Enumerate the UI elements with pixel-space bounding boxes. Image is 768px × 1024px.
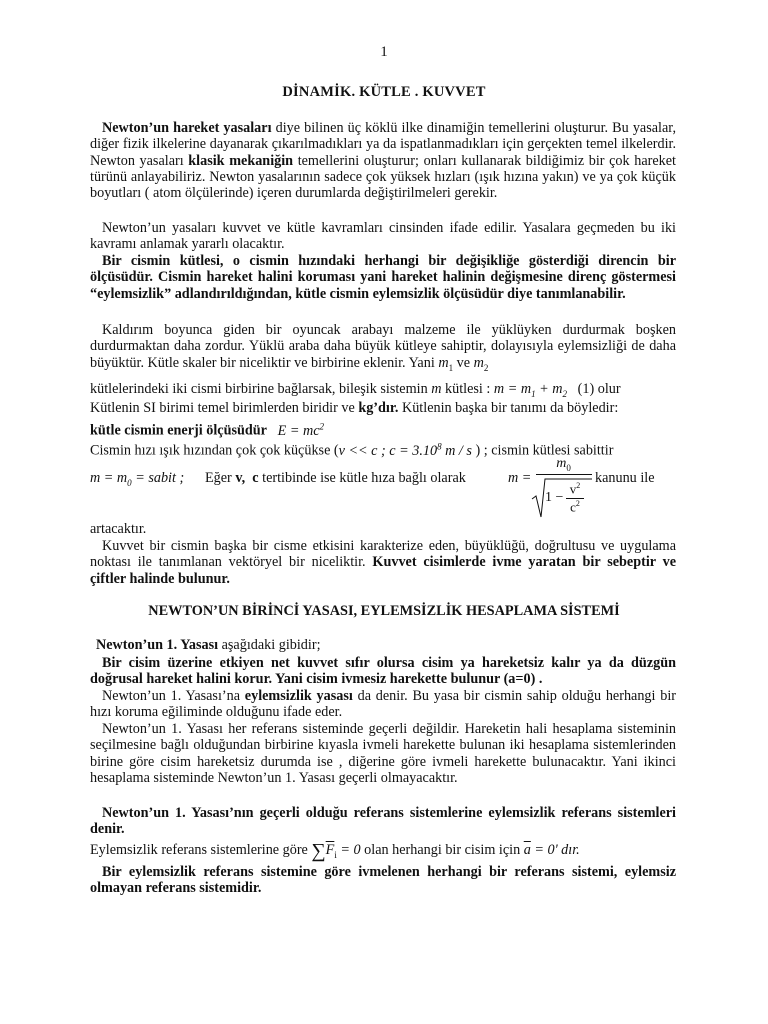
paragraph-si-unit bbox=[90, 400, 676, 416]
paragraph-combined-mass bbox=[90, 381, 676, 402]
bold-first-law-statement: Bir cisim üzerine etkiyen net kuvvet sıfır olursa cisim ya hareketsiz kalır ya da düzgün doğrusal hareket halini korur. Yani cisim ivmesiz harekette bulunur (a=0) . bbox=[90, 655, 676, 688]
equation-acceleration: $\overline{a}$ bbox=[523, 842, 531, 858]
paragraph-force-mass-concepts: Newton’un yasaları kuvvet ve kütle kavramları cinsinden ifade edilir. Yasalara geçmeden bu iki kavramı anlamak yararlı olacaktır. bbox=[90, 220, 676, 253]
text: aşağıdaki gibidir; bbox=[218, 637, 321, 653]
subscript: 1 bbox=[448, 362, 454, 373]
text: Kuvvet bir cismin başka bir cisme etkisini karakterize eden, büyüklüğü, doğrultusu ve uygulama noktası ile tanımlanan vektöryel bir niceliktir. bbox=[90, 538, 676, 571]
bold-mass-definition: Bir cismin kütlesi, o cismin hızındaki herhangi bir değişikliğe gösterdiği direncin bir ölçüsüdür. Cismin hareket halini koruması yani hareket halinin değişmesine direnç göstermesi “eylemsizlik” adlandırıldığından, kütle cismin eylemsizlik ölçüsüdür diye tanımlanabilir. bbox=[90, 253, 676, 302]
math-m1: m bbox=[438, 354, 449, 371]
equation-one-minus: 1 − bbox=[545, 490, 564, 505]
paragraph-inertia-law bbox=[90, 688, 676, 721]
bold-newton-laws: Newton’un hareket yasaları bbox=[102, 120, 272, 136]
bold-non-inertial: Bir eylemsizlik referans sistemine göre ivmelenen herhangi bir referans sistemi, eylemsiz olmayan referans sistemidir. bbox=[90, 864, 676, 897]
bold-energy-measure: kütle cismin enerji ölçüsüdür bbox=[90, 422, 267, 439]
paragraph-newton-laws-intro bbox=[90, 120, 676, 201]
paragraph-net-force-zero bbox=[90, 842, 676, 863]
text: kütlelerindeki iki cismi birbirine bağlarsak, bileşik sistemin bbox=[90, 381, 432, 397]
subscript: 2 bbox=[483, 362, 489, 373]
sum-symbol: ∑ bbox=[311, 840, 326, 862]
paragraph-force-definition bbox=[90, 538, 676, 587]
bold-v: v, bbox=[235, 470, 246, 486]
text: olan herhangi bir cisim için bbox=[360, 842, 524, 858]
equation-c2: $c^2$ bbox=[570, 499, 580, 515]
paragraph-mass-energy bbox=[90, 418, 676, 439]
text: temellerini oluşturur; onları kullanarak bildiğimiz bir çok hareket türünü anlayabiliriz. Newton yasalarının sadece çok yüksek hızları (ışık hızına yakın) ve ya çok küçük boyutları ( atom ölçülerinde) içeren durumlarda değiştirilmeleri gerekir. bbox=[90, 152, 676, 202]
equation-force-vector: $\overline{F}$ bbox=[325, 842, 335, 858]
text: ) ; cismin kütlesi sabittir bbox=[471, 442, 614, 459]
math-m2: m bbox=[473, 354, 484, 371]
paragraph-mass-definition bbox=[90, 253, 676, 302]
bold-inertial-frames: Newton’un 1. Yasası’nın geçerli olduğu referans sistemlerine eylemsizlik referans sistemleri denir. bbox=[90, 805, 676, 838]
equation-speed-condition: v << c ; $c = 3.10^8$ m / s bbox=[338, 441, 472, 459]
equation-number: (1) olur bbox=[577, 381, 621, 397]
equation-emc2: $E = mc^2$ bbox=[277, 421, 324, 439]
section-title: NEWTON’UN BİRİNCİ YASASI, EYLEMSİZLİK HESAPLAMA SİSTEMİ bbox=[148, 603, 620, 619]
text: diye bilinen üç köklü ilke dinamiğin temellerini oluşturur. Bu yasalar, diğer fizik ilkelerine dayanarak çıkarılmadıkları ya da ispatlanmadıkları için gerçekten temel ilkelerdir. Newton yasaları bbox=[90, 120, 676, 169]
text: tertibinde ise kütle hıza bağlı olarak bbox=[258, 470, 466, 486]
bold-c: c bbox=[252, 470, 259, 486]
equation-v2: $v^2$ bbox=[569, 481, 581, 497]
text: kütlesi : bbox=[441, 381, 494, 397]
paragraph-reference-frames: Newton’un 1. Yasası her referans sisteminde geçerli değildir. Hareketin hali hesaplama sisteminin seçilmesine bağlı olduğundan birbirine kıyasla ivmeli harekette bulunan iki hesaplama sistemlerinden birine göre cisim hareketsiz durumda ise , diğerine göre ivmeli harekette bulunacaktır. Yani ikinci hesaplama sisteminde Newton’un 1. Yasası geçerli olmayacaktır. bbox=[90, 721, 676, 786]
equation-equals-zero: = 0 bbox=[336, 842, 361, 858]
text: Kaldırım boyunca giden bir oyuncak arabayı malzeme ile yüklüyken durdurmak boşken durdurmaktan daha zordur. Yüklü araba daha büyük kütleye sahiptir, dolayısıyla eylemsizliği de daha büyüktür. Kütle skaler bir niceliktir ve birbirine eklenir. Yani bbox=[90, 322, 676, 371]
bold-force-cause: Kuvvet cisimlerde ivme yaratan bir sebeptir ve çiftler halinde bulunur. bbox=[90, 554, 677, 587]
paragraph-will-increase: artacaktır. bbox=[90, 521, 147, 537]
paragraph-non-inertial bbox=[90, 864, 676, 897]
bold-first-law: Newton’un 1. Yasası bbox=[96, 637, 219, 653]
text-kanunu-ile: kanunu ile bbox=[595, 470, 655, 486]
paragraph-inertial-frames-definition bbox=[90, 805, 676, 838]
equation-m-equals: m = bbox=[508, 470, 532, 486]
bold-classical-mechanics: klasik mekaniğin bbox=[188, 152, 294, 169]
paragraph-first-law-statement bbox=[90, 655, 676, 688]
equation-fraction-numerator: $m_0$ bbox=[556, 456, 571, 473]
relativistic-text bbox=[205, 470, 466, 487]
text: Cismin hızı ışık hızından çok çok küçükse ( bbox=[90, 442, 339, 459]
text: Newton’un 1. Yasası’na bbox=[102, 688, 245, 704]
equation-a-zero: = 0' dır. bbox=[530, 842, 580, 858]
page-number: 1 bbox=[380, 44, 388, 60]
text: Kütlenin başka bir tanımı da böyledir: bbox=[398, 400, 619, 416]
paragraph-toy-car bbox=[90, 322, 676, 376]
equation-mass-sum: $m = m_1 + m_2$ bbox=[493, 381, 567, 399]
text: da denir. Bu yasa bir cismin sahip olduğu herhangi bir hızı koruma eğiliminde olduğunu ifade eder. bbox=[90, 688, 677, 721]
equation-constant-mass: $m = m_0$ = sabit ; bbox=[90, 470, 185, 488]
text: ve bbox=[453, 354, 474, 371]
text: Eylemsizlik referans sistemlerine göre bbox=[90, 842, 312, 858]
bold-kg: kg’dır. bbox=[358, 400, 399, 416]
text: Kütlenin SI birimi temel birimlerden biridir ve bbox=[90, 400, 359, 416]
text: Eğer bbox=[205, 470, 236, 486]
page-title: DİNAMİK. KÜTLE . KUVVET bbox=[282, 84, 486, 100]
fraction-bar bbox=[536, 474, 592, 475]
math-m: m bbox=[431, 381, 442, 397]
paragraph-first-law-intro bbox=[96, 637, 682, 653]
bold-inertia-law: eylemsizlik yasası bbox=[244, 688, 353, 704]
subscript: i bbox=[334, 849, 337, 860]
